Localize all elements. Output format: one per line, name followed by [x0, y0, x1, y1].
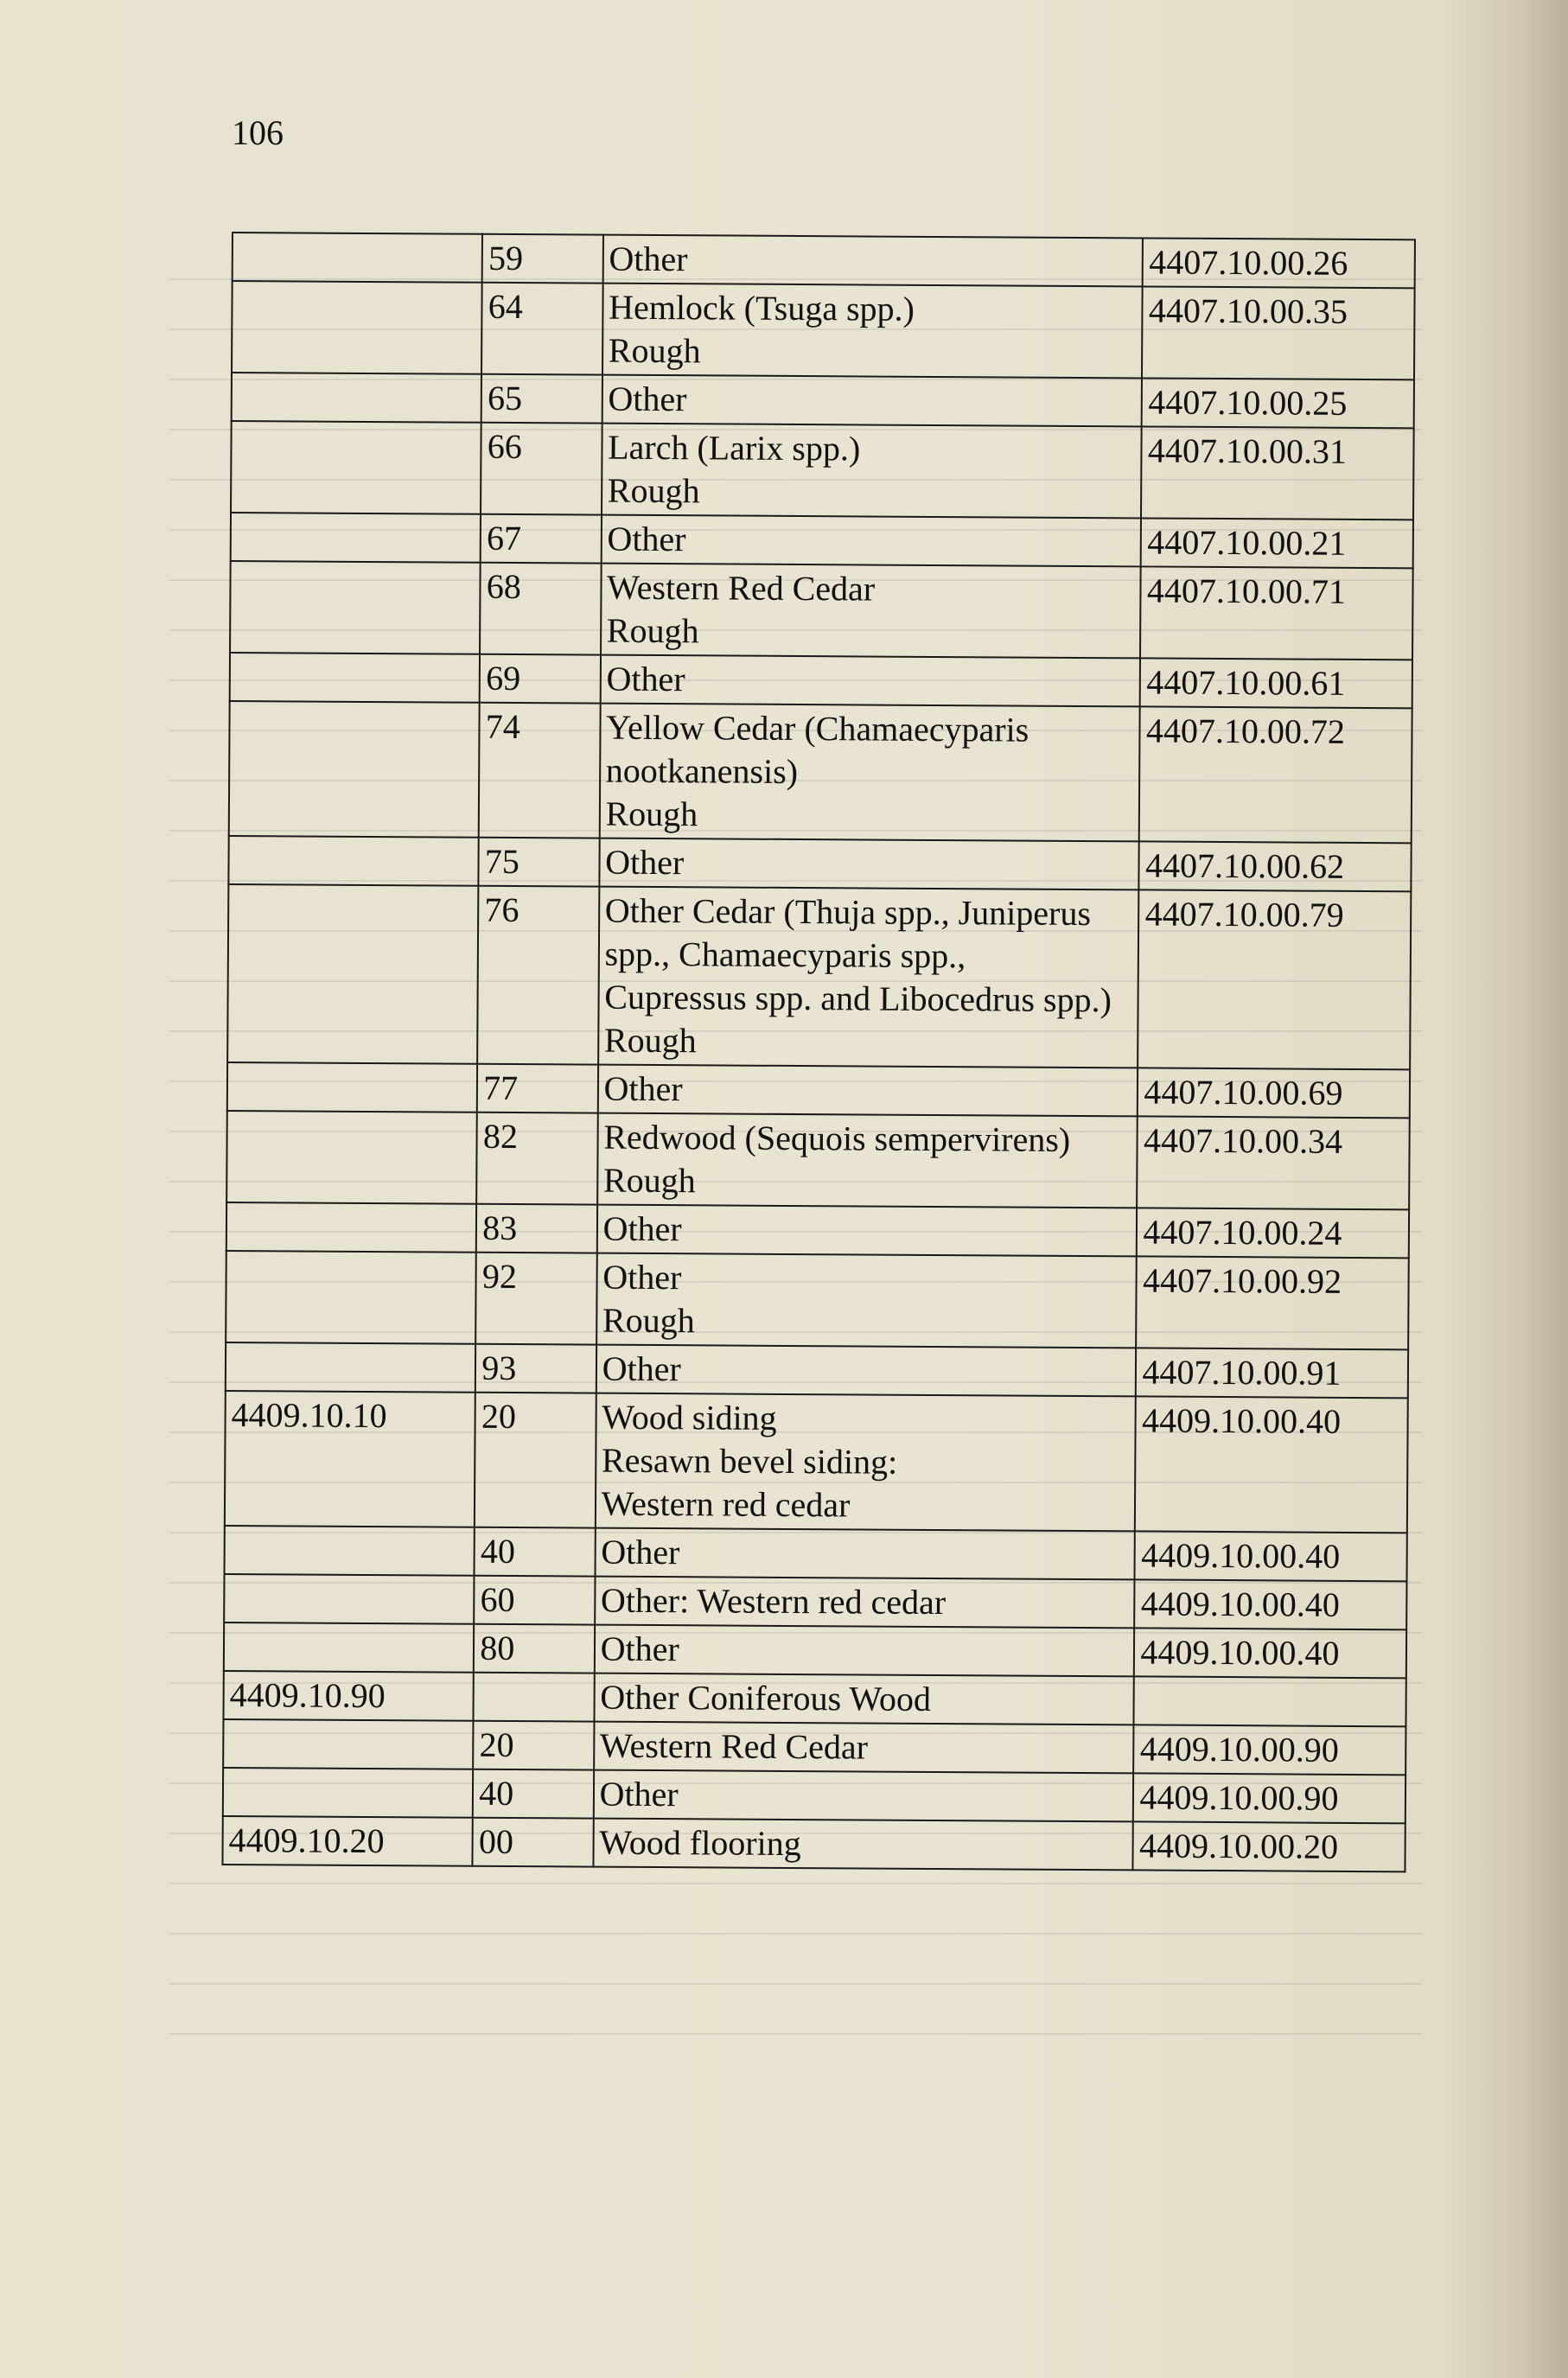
heading-cell	[226, 1342, 476, 1393]
heading-cell: 4409.10.10	[225, 1391, 475, 1527]
description-cell	[594, 1625, 1134, 1677]
description-line: Western Red Cedar	[599, 1725, 869, 1767]
table-row	[230, 561, 1413, 660]
heading-cell: 4409.10.20	[222, 1816, 473, 1866]
code-cell: 4407.10.00.69	[1138, 1068, 1410, 1118]
table-row	[224, 1623, 1406, 1678]
description-cell	[595, 1528, 1135, 1580]
description-line: Other	[608, 379, 687, 419]
description-line: Rough	[603, 1020, 697, 1061]
table-row	[232, 281, 1415, 379]
suffix-cell: 75	[479, 838, 600, 887]
heading-cell	[231, 513, 481, 563]
description-line: Rough	[607, 470, 700, 511]
suffix-cell	[474, 1673, 595, 1722]
description-line: Other	[599, 1774, 679, 1814]
description-line: Other	[605, 842, 685, 883]
description-cell	[596, 1253, 1137, 1348]
page-number: 106	[232, 113, 284, 152]
description-line: Rough	[605, 794, 698, 834]
description-cell	[596, 1393, 1137, 1532]
description-line: Other	[602, 1257, 682, 1297]
table-row	[232, 373, 1414, 428]
suffix-cell: 40	[473, 1769, 594, 1819]
code-cell: 4407.10.00.26	[1143, 238, 1415, 288]
table-row	[223, 1719, 1405, 1775]
table-row	[231, 421, 1414, 520]
code-cell: 4407.10.00.35	[1142, 286, 1414, 379]
code-cell: 4409.10.00.20	[1133, 1821, 1405, 1871]
description-cell	[601, 564, 1141, 659]
table-row	[225, 1391, 1408, 1533]
description-line: Redwood (Sequois sempervirens)	[603, 1117, 1071, 1159]
code-cell: 4407.10.00.61	[1140, 658, 1412, 708]
description-cell	[602, 424, 1142, 519]
description-cell	[602, 235, 1143, 287]
code-cell: 4407.10.00.71	[1140, 566, 1412, 660]
heading-cell	[228, 836, 479, 886]
suffix-cell: 59	[482, 234, 603, 284]
suffix-cell: 65	[481, 374, 602, 424]
description-cell	[602, 375, 1142, 427]
code-cell: 4407.10.00.24	[1137, 1208, 1409, 1258]
table-row	[223, 1671, 1405, 1726]
description-line: Hemlock (Tsuga spp.)	[609, 287, 915, 328]
table-row	[223, 1768, 1405, 1823]
description-line: Other	[609, 239, 688, 279]
code-cell: 4407.10.00.34	[1138, 1116, 1410, 1209]
heading-cell	[226, 1111, 477, 1204]
code-cell: 4407.10.00.92	[1137, 1256, 1409, 1349]
table-row	[227, 1062, 1410, 1118]
table-row	[226, 1111, 1410, 1209]
heading-cell	[232, 373, 482, 423]
description-line: Wood siding	[602, 1397, 777, 1438]
heading-cell	[229, 701, 480, 838]
heading-cell	[223, 1719, 474, 1769]
heading-cell	[226, 1251, 476, 1344]
code-cell: 4409.10.00.40	[1135, 1396, 1407, 1533]
suffix-cell: 66	[481, 423, 602, 515]
heading-cell	[227, 884, 479, 1064]
description-line: Other	[600, 1629, 679, 1669]
description-cell	[597, 1113, 1138, 1208]
description-line: Other	[606, 659, 685, 699]
table-row	[228, 836, 1411, 891]
description-cell	[599, 838, 1139, 890]
suffix-cell: 40	[475, 1527, 596, 1577]
description-cell	[594, 1674, 1134, 1725]
description-line: Wood flooring	[599, 1822, 801, 1864]
heading-cell	[227, 1062, 478, 1112]
heading-cell: 4409.10.90	[223, 1671, 474, 1721]
heading-cell	[224, 1623, 475, 1673]
description-line: Other	[607, 519, 686, 559]
code-cell: 4407.10.00.31	[1141, 426, 1413, 520]
code-cell: 4407.10.00.79	[1138, 889, 1412, 1069]
heading-cell	[232, 281, 482, 374]
heading-cell	[226, 1202, 477, 1253]
heading-cell	[233, 233, 483, 283]
suffix-cell: 68	[480, 563, 601, 655]
suffix-cell: 74	[479, 703, 600, 838]
description-line: Yellow Cedar (Chamaecyparis	[606, 707, 1029, 749]
description-cell	[593, 1770, 1133, 1822]
table-row	[222, 1816, 1405, 1871]
code-cell	[1134, 1676, 1406, 1726]
description-line: Other: Western red cedar	[600, 1580, 947, 1623]
suffix-cell: 64	[481, 283, 602, 375]
table-row	[226, 1202, 1409, 1258]
description-line: Rough	[602, 1160, 696, 1201]
description-line: Rough	[606, 610, 699, 651]
description-cell	[595, 1577, 1135, 1629]
code-cell: 4409.10.00.40	[1135, 1531, 1407, 1581]
description-line: Rough	[602, 1300, 695, 1341]
description-cell	[596, 1345, 1136, 1397]
heading-cell	[230, 653, 481, 703]
description-cell	[593, 1819, 1133, 1871]
table-row	[226, 1251, 1409, 1349]
table-row	[230, 653, 1412, 708]
description-line: Western red cedar	[601, 1483, 851, 1525]
description-line: nootkanensis)	[605, 750, 799, 792]
suffix-cell: 76	[477, 886, 599, 1065]
tariff-table	[221, 232, 1416, 1872]
description-line: Larch (Larix spp.)	[608, 427, 861, 469]
code-cell: 4409.10.00.90	[1134, 1725, 1406, 1775]
suffix-cell: 67	[481, 514, 602, 564]
suffix-cell: 20	[475, 1393, 596, 1528]
heading-cell	[231, 421, 481, 514]
description-cell	[596, 1205, 1137, 1257]
table-row	[225, 1526, 1407, 1581]
code-cell: 4409.10.00.40	[1135, 1579, 1407, 1629]
description-cell	[597, 1065, 1138, 1117]
suffix-cell: 80	[474, 1624, 595, 1674]
table-row	[224, 1574, 1406, 1629]
heading-cell	[225, 1526, 475, 1576]
description-line: Other	[602, 1208, 682, 1249]
table-row	[226, 1342, 1408, 1398]
code-cell: 4407.10.00.62	[1139, 841, 1412, 891]
description-line: Other	[601, 1532, 680, 1572]
table-row	[231, 513, 1413, 568]
heading-cell	[223, 1768, 474, 1818]
description-cell	[599, 704, 1140, 842]
heading-cell	[230, 561, 481, 654]
suffix-cell: 60	[474, 1576, 595, 1625]
suffix-cell: 77	[477, 1064, 598, 1113]
suffix-cell: 83	[476, 1204, 597, 1253]
description-line: Other Cedar (Thuja spp., Juniperus	[604, 890, 1092, 934]
tariff-table-body	[222, 233, 1415, 1871]
table-row	[227, 884, 1411, 1069]
description-line: Western Red Cedar	[607, 567, 876, 609]
code-cell: 4407.10.00.25	[1142, 378, 1414, 428]
suffix-cell: 82	[476, 1112, 597, 1205]
code-cell: 4407.10.00.72	[1139, 706, 1412, 843]
description-line: Other	[603, 1068, 683, 1109]
suffix-cell: 93	[475, 1344, 596, 1393]
heading-cell	[224, 1574, 475, 1624]
suffix-cell: 69	[480, 654, 601, 704]
description-cell	[602, 284, 1143, 379]
code-cell: 4407.10.00.91	[1136, 1348, 1408, 1398]
description-line: Cupressus spp. and Libocedrus spp.)	[604, 977, 1112, 1020]
code-cell: 4409.10.00.40	[1134, 1628, 1406, 1678]
description-cell	[598, 887, 1139, 1068]
code-cell: 4407.10.00.21	[1141, 518, 1413, 568]
description-line: Other	[602, 1348, 681, 1389]
description-cell	[601, 515, 1141, 567]
table-row	[229, 701, 1412, 843]
description-cell	[594, 1722, 1134, 1774]
suffix-cell: 20	[473, 1721, 594, 1770]
description-line: Other Coniferous Wood	[600, 1677, 932, 1718]
suffix-cell: 00	[473, 1818, 594, 1867]
description-line: Rough	[608, 330, 701, 371]
description-cell	[600, 655, 1140, 707]
description-line: Resawn bevel siding:	[601, 1440, 898, 1482]
description-line: spp., Chamaecyparis spp.,	[604, 934, 966, 976]
table-row	[233, 233, 1415, 288]
suffix-cell: 92	[475, 1253, 596, 1345]
code-cell: 4409.10.00.90	[1133, 1773, 1405, 1823]
